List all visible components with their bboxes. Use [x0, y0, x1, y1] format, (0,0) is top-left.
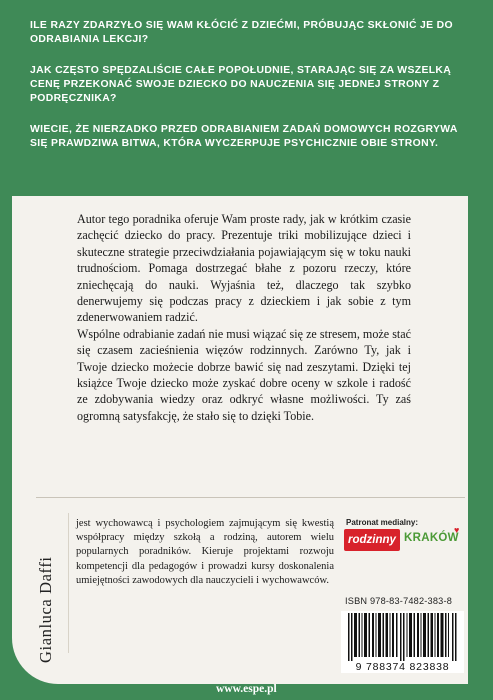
publisher-url[interactable]: www.espe.pl — [216, 683, 277, 695]
heart-icon: ♥ — [454, 525, 460, 535]
barcode-bars-icon — [348, 613, 457, 661]
isbn: ISBN 978-83-7482-383-8 — [345, 596, 453, 606]
description-paragraph-2: Wspólne odrabianie zadań nie musi wiązać się ze stresem, może stać się czasem zacieśnienia więzów rodzinnych. Zarówno Ty, jak i Twoje dziecko możecie dobrze bawić się nad zeszytami. Dzięki tej książce Twoje dziecko może zyskać dobre oceny w szkole i radość ze zdobywania wiedzy oraz odkryć własne możliwości. Ty zaś ogromną satysfakcję, że stało się to dzięki Tobie. — [77, 326, 411, 423]
description-paragraph-1: Autor tego poradnika oferuje Wam proste rady, jak w krótkim czasie zachęcić dziecko do pracy. Prezentuje triki mobilizujące dzieci i skuteczne strategie przeciwdziałania pojawiającym się w toku nauki trudnościom. Pomaga dostrzegać błahe z pozoru rzeczy, które zniechęcają do nauki. Wyjaśnia też, dlaczego tak szybko denerwujemy się podczas pracy z dzieckiem i jak sobie z tym zdenerwowaniem radzić. — [77, 212, 411, 325]
description — [77, 211, 411, 424]
cover-top-band — [0, 0, 493, 196]
question-1: ILE RAZY ZDARZYŁO SIĘ WAM KŁÓCIĆ Z DZIEĆMI, PRÓBUJĄC SKŁONIĆ JE DO ODRABIANIA LEKCJI? — [30, 20, 453, 46]
divider — [36, 497, 465, 498]
patronat-label: Patronat medialny: — [346, 518, 419, 527]
question-2: JAK CZĘSTO SPĘDZALIŚCIE CAŁE POPOŁUDNIE, STARAJĄC SIĘ ZA WSZELKĄ CENĘ PRZEKONAĆ SWOJE DZIECKO DO NAUCZENIA SIĘ JEDNEJ STRONY Z PODRĘCZNIKA? — [30, 65, 452, 105]
question-3: WIECIE, ŻE NIERZADKO PRZED ODRABIANIEM ZADAŃ DOMOWYCH ROZGRYWA SIĘ PRAWDZIWA BITWA, KTÓRA WYCZERPUJE PSYCHICZNIE OBIE STRONY. — [30, 124, 458, 150]
patronat-logo — [344, 525, 466, 551]
barcode — [341, 611, 464, 673]
author-name: Gianluca Daffi — [36, 556, 55, 663]
logo-green-part: KRAKÓW — [404, 532, 459, 544]
author-divider — [68, 513, 69, 653]
logo-red-part: rodzinny — [344, 529, 400, 551]
author-bio: jest wychowawcą i psychologiem zajmującym się kwestią współpracy między szkołą a rodziną, autorem wielu popularnych poradników. Kieruje projektami rozwoju kompetencji dla pedagogów i prowadzi kursy doskonalenia umiejętności zawodowych dla nauczycieli i wychowawców. — [76, 518, 334, 586]
barcode-digits: 9 788374 823838 — [355, 661, 450, 673]
